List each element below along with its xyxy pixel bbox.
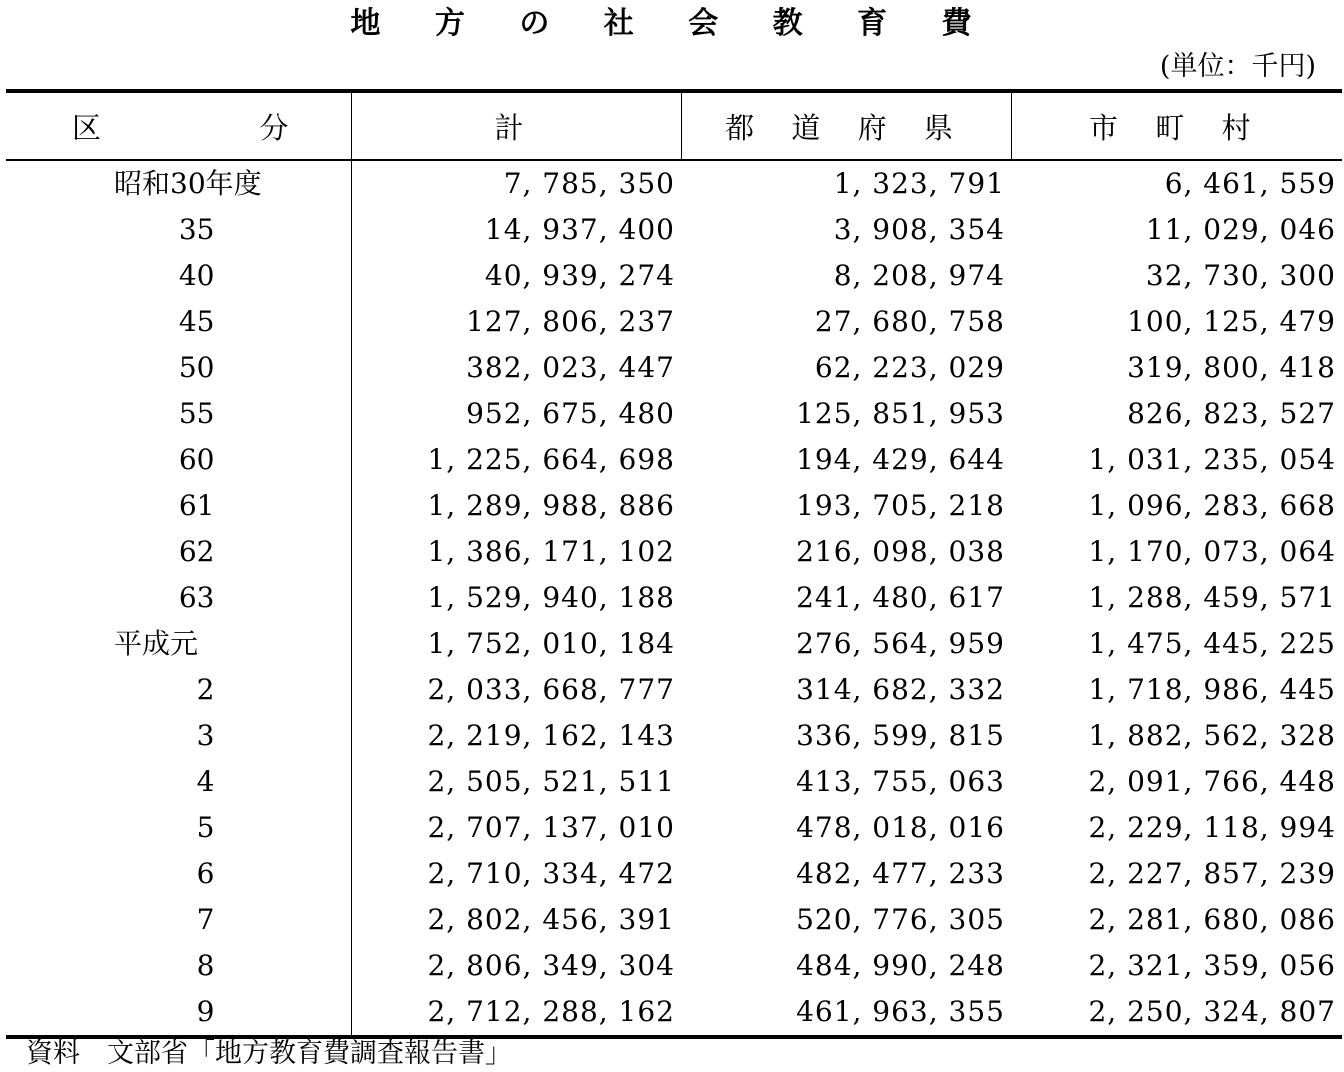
page-title: 地 方 の 社 会 教 育 費 — [350, 6, 994, 41]
cell-municipality: 1, 096, 283, 668 — [1088, 489, 1336, 522]
row-label — [6, 437, 351, 483]
cell-municipality: 2, 321, 359, 056 — [1088, 949, 1336, 982]
cell-total: 14, 937, 400 — [484, 213, 675, 246]
table-row — [6, 207, 1342, 253]
cell-total: 1, 529, 940, 188 — [427, 581, 675, 614]
cell-prefecture: 461, 963, 355 — [681, 989, 1011, 1037]
cell-municipality: 1, 288, 459, 571 — [1088, 581, 1336, 614]
cell-municipality: 32, 730, 300 — [1145, 259, 1336, 292]
row-year-label: 4 — [196, 765, 215, 798]
table-body — [6, 160, 1342, 1037]
cell-prefecture: 520, 776, 305 — [796, 903, 1005, 936]
cell-total: 127, 806, 237 — [466, 305, 675, 338]
cell-municipality: 1, 882, 562, 328 — [1088, 719, 1336, 752]
cell-prefecture: 125, 851, 953 — [796, 397, 1005, 430]
cell-total: 40, 939, 274 — [484, 259, 675, 292]
cell-total: 1, 225, 664, 698 — [427, 443, 675, 476]
cell-municipality: 826, 823, 527 — [1127, 397, 1336, 430]
cell-total: 952, 675, 480 — [466, 397, 675, 430]
cell-municipality: 1, 475, 445, 225 — [1088, 627, 1336, 660]
row-label — [6, 345, 351, 391]
row-label — [6, 805, 351, 851]
row-year-label: 63 — [178, 581, 215, 614]
table-row — [6, 897, 1342, 943]
table-row — [6, 805, 1342, 851]
row-year-label: 9 — [196, 995, 215, 1028]
cell-prefecture: 27, 680, 758 — [814, 305, 1005, 338]
row-year-label: 40 — [178, 259, 215, 292]
cell-municipality: 319, 800, 418 — [1127, 351, 1336, 384]
cell-municipality: 2, 229, 118, 994 — [1088, 811, 1336, 844]
table-row — [6, 437, 1342, 483]
table-row — [6, 989, 1342, 1037]
cell-municipality: 2, 281, 680, 086 — [1088, 903, 1336, 936]
cell-total: 2, 707, 137, 010 — [427, 811, 675, 844]
cell-prefecture: 1, 323, 791 — [833, 167, 1005, 200]
cell-prefecture: 413, 755, 063 — [796, 765, 1005, 798]
header-prefecture — [681, 91, 1011, 160]
table-row — [6, 575, 1342, 621]
table-row — [6, 943, 1342, 989]
cell-municipality: 11, 029, 046 — [1145, 213, 1336, 246]
row-year-label: 55 — [178, 397, 215, 430]
table-row — [6, 759, 1342, 805]
row-label — [6, 160, 351, 207]
header-prefecture-label: 都 道 府 県 — [725, 110, 967, 145]
cell-prefecture: 314, 682, 332 — [796, 673, 1005, 706]
cell-prefecture: 193, 705, 218 — [796, 489, 1005, 522]
cell-total: 1, 752, 010, 184 — [427, 627, 675, 660]
row-label — [6, 575, 351, 621]
row-label — [6, 299, 351, 345]
cell-municipality: 1, 718, 986, 445 — [1088, 673, 1336, 706]
row-year-label: 50 — [178, 351, 215, 384]
row-label — [6, 667, 351, 713]
row-label — [6, 713, 351, 759]
row-year-label: 35 — [178, 213, 215, 246]
table-header-row — [6, 91, 1342, 160]
cell-prefecture: 8, 208, 974 — [833, 259, 1005, 292]
table-row — [6, 621, 1342, 667]
row-year-label: 45 — [178, 305, 215, 338]
cell-prefecture: 62, 223, 029 — [814, 351, 1005, 384]
header-kubun-right: 分 — [259, 110, 289, 145]
header-municipality — [1011, 91, 1342, 160]
row-year-label: 6 — [196, 857, 215, 890]
cell-total: 2, 219, 162, 143 — [427, 719, 675, 752]
cell-total: 2, 712, 288, 162 — [351, 989, 681, 1037]
table-row — [6, 483, 1342, 529]
cell-prefecture: 478, 018, 016 — [796, 811, 1005, 844]
row-year-label: 5 — [196, 811, 215, 844]
header-municipality-label: 市 町 村 — [1089, 110, 1265, 145]
row-label — [6, 759, 351, 805]
row-label — [6, 391, 351, 437]
cell-total: 2, 710, 334, 472 — [427, 857, 675, 890]
table-row — [6, 160, 1342, 207]
header-kubun — [6, 91, 351, 160]
row-year-label: 61 — [178, 489, 215, 522]
cell-total: 1, 386, 171, 102 — [427, 535, 675, 568]
source-note: 資料 文部省「地方教育費調査報告書」 — [26, 1038, 512, 1069]
row-label — [6, 621, 351, 667]
header-total-label: 計 — [494, 110, 538, 145]
cell-total: 382, 023, 447 — [466, 351, 675, 384]
cell-municipality: 1, 031, 235, 054 — [1088, 443, 1336, 476]
cell-prefecture: 216, 098, 038 — [796, 535, 1005, 568]
cell-prefecture: 241, 480, 617 — [796, 581, 1005, 614]
cell-prefecture: 3, 908, 354 — [833, 213, 1005, 246]
table-row — [6, 345, 1342, 391]
cell-prefecture: 484, 990, 248 — [796, 949, 1005, 982]
table-row — [6, 667, 1342, 713]
row-label — [6, 207, 351, 253]
cell-prefecture: 482, 477, 233 — [796, 857, 1005, 890]
row-year-label: 7 — [196, 903, 215, 936]
cell-total: 7, 785, 350 — [503, 167, 675, 200]
row-year-label: 60 — [178, 443, 215, 476]
cell-total: 2, 806, 349, 304 — [427, 949, 675, 982]
unit-label: (単位：千円) — [1159, 51, 1316, 82]
table-row — [6, 253, 1342, 299]
row-year-label: 2 — [196, 673, 215, 706]
cell-prefecture: 194, 429, 644 — [796, 443, 1005, 476]
cell-municipality: 2, 227, 857, 239 — [1088, 857, 1336, 890]
row-year-label: 3 — [196, 719, 215, 752]
table-row — [6, 851, 1342, 897]
header-kubun-left: 区 — [72, 110, 102, 145]
table-row — [6, 391, 1342, 437]
table-row — [6, 529, 1342, 575]
row-year-label: 62 — [178, 535, 215, 568]
cell-total: 1, 289, 988, 886 — [427, 489, 675, 522]
cell-total: 2, 802, 456, 391 — [427, 903, 675, 936]
row-era-label: 昭和30年度 — [114, 167, 262, 200]
row-label — [6, 897, 351, 943]
cell-total: 2, 033, 668, 777 — [427, 673, 675, 706]
cell-municipality: 1, 170, 073, 064 — [1088, 535, 1336, 568]
row-label — [6, 483, 351, 529]
cell-municipality: 2, 091, 766, 448 — [1088, 765, 1336, 798]
row-label — [6, 943, 351, 989]
row-era-label: 平成元 — [114, 627, 199, 660]
row-label — [6, 253, 351, 299]
cell-municipality: 100, 125, 479 — [1127, 305, 1336, 338]
header-total — [351, 91, 681, 160]
row-label — [6, 989, 351, 1037]
social-education-expense-table — [6, 89, 1342, 1039]
cell-prefecture: 336, 599, 815 — [796, 719, 1005, 752]
cell-municipality: 2, 250, 324, 807 — [1011, 989, 1342, 1037]
table-row — [6, 713, 1342, 759]
row-label — [6, 529, 351, 575]
cell-total: 2, 505, 521, 511 — [427, 765, 675, 798]
row-year-label: 8 — [196, 949, 215, 982]
cell-municipality: 6, 461, 559 — [1164, 167, 1336, 200]
row-label — [6, 851, 351, 897]
table-row — [6, 299, 1342, 345]
cell-prefecture: 276, 564, 959 — [796, 627, 1005, 660]
